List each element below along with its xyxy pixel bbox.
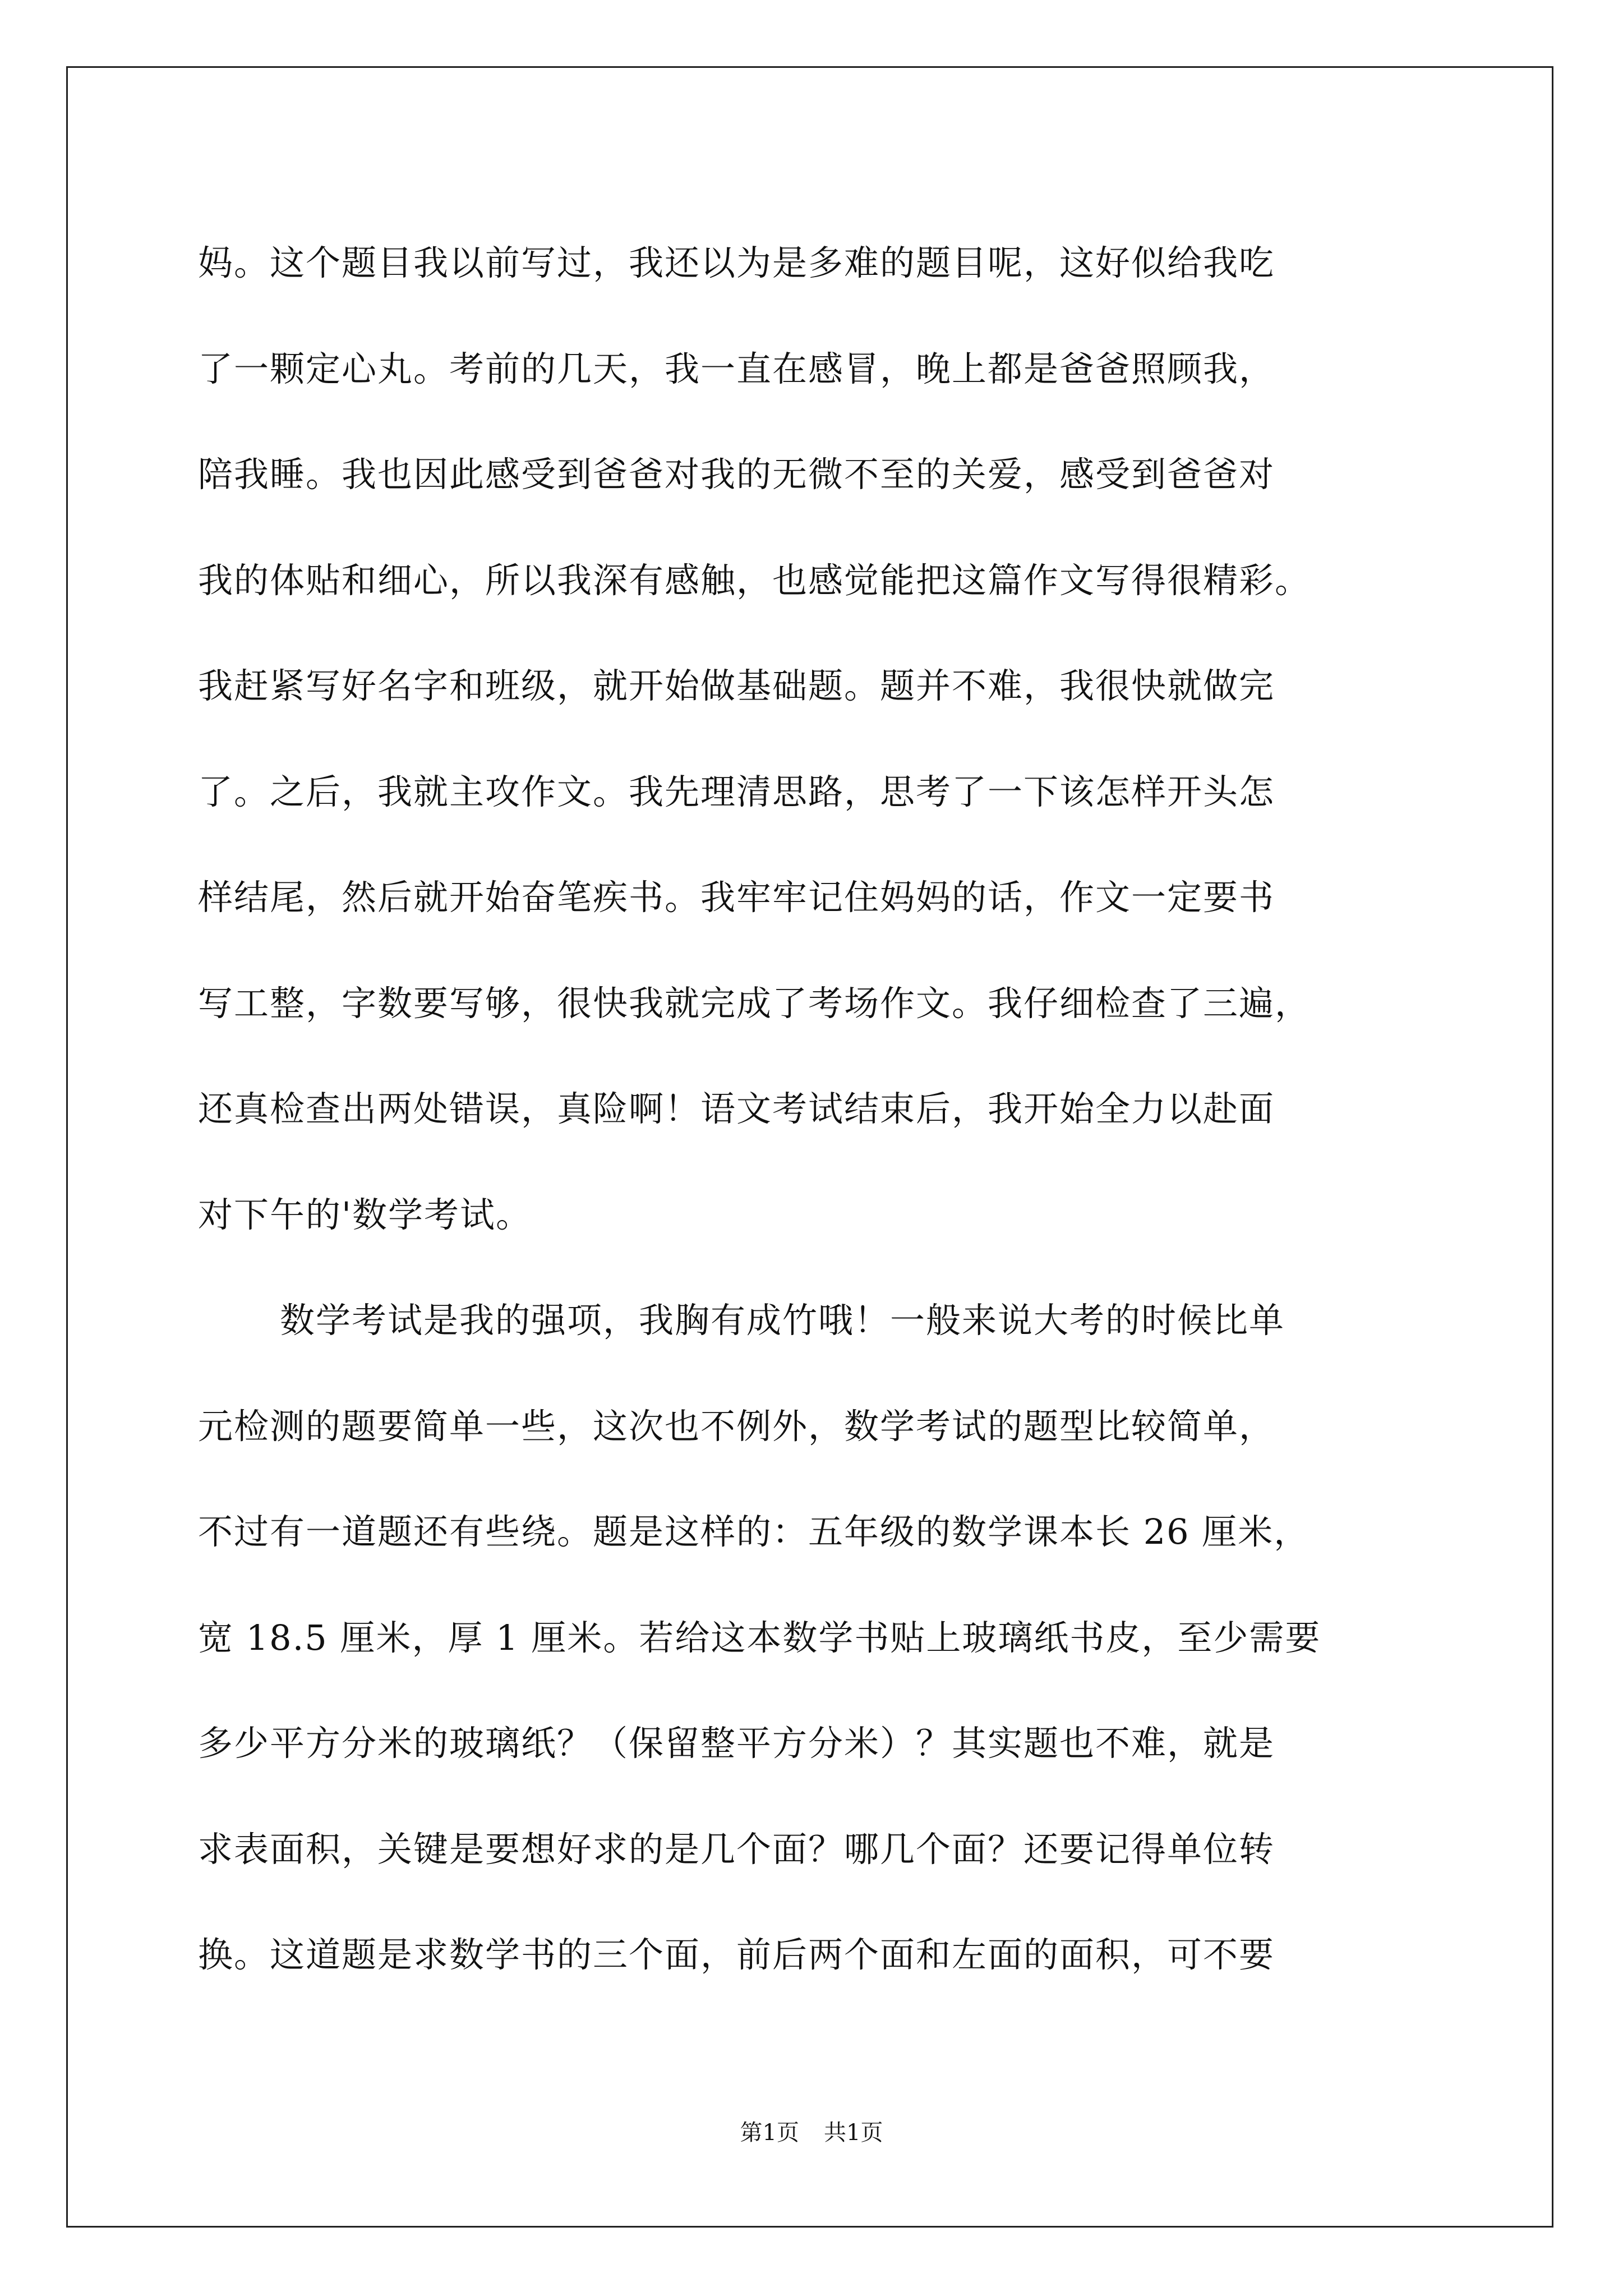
text-line: 元检测的题要简单一些，这次也不例外，数学考试的题型比较简单，: [198, 1405, 1275, 1447]
text-line: 多少平方分米的玻璃纸？（保留整平方分米）？其实题也不难，就是: [198, 1723, 1275, 1764]
text-line: 求表面积，关键是要想好求的是几个面？哪几个面？还要记得单位转: [198, 1828, 1275, 1870]
page-number: 第1页: [740, 2120, 799, 2146]
text-line: 我赶紧写好名字和班级，就开始做基础题。题并不难，我很快就做完: [198, 665, 1275, 706]
text-line: 样结尾，然后就开始奋笔疾书。我牢牢记住妈妈的话，作文一定要书: [198, 877, 1275, 918]
text-line: 我的体贴和细心，所以我深有感触，也感觉能把这篇作文写得很精彩。: [198, 559, 1311, 601]
text-line: 宽 18.5 厘米，厚 1 厘米。若给这本数学书贴上玻璃纸书皮，至少需要: [198, 1617, 1321, 1658]
page-total: 共1页: [824, 2120, 883, 2146]
text-line: 还真检查出两处错误，真险啊！语文考试结束后，我开始全力以赴面: [198, 1088, 1275, 1129]
paragraph-first-line: 数学考试是我的强项，我胸有成竹哦！一般来说大考的时候比单: [280, 1300, 1285, 1341]
text-line: 不过有一道题还有些绕。题是这样的：五年级的数学课本长 26 厘米，: [198, 1511, 1310, 1552]
text-line: 写工整，字数要写够，很快我就完成了考场作文。我仔细检查了三遍，: [198, 982, 1311, 1024]
page-footer: [0, 2116, 1623, 2150]
text-line: 了一颗定心丸。考前的几天，我一直在感冒，晚上都是爸爸照顾我，: [198, 348, 1275, 389]
text-line: 换。这道题是求数学书的三个面，前后两个面和左面的面积，可不要: [198, 1934, 1275, 1975]
text-line: 陪我睡。我也因此感受到爸爸对我的无微不至的关爱，感受到爸爸对: [198, 454, 1275, 495]
text-line: 对下午的'数学考试。: [198, 1194, 532, 1235]
document-body: [198, 210, 1437, 2008]
text-line: 了。之后，我就主攻作文。我先理清思路，思考了一下该怎样开头怎: [198, 771, 1275, 812]
text-line: 妈。这个题目我以前写过，我还以为是多难的题目呢，这好似给我吃: [198, 242, 1275, 283]
